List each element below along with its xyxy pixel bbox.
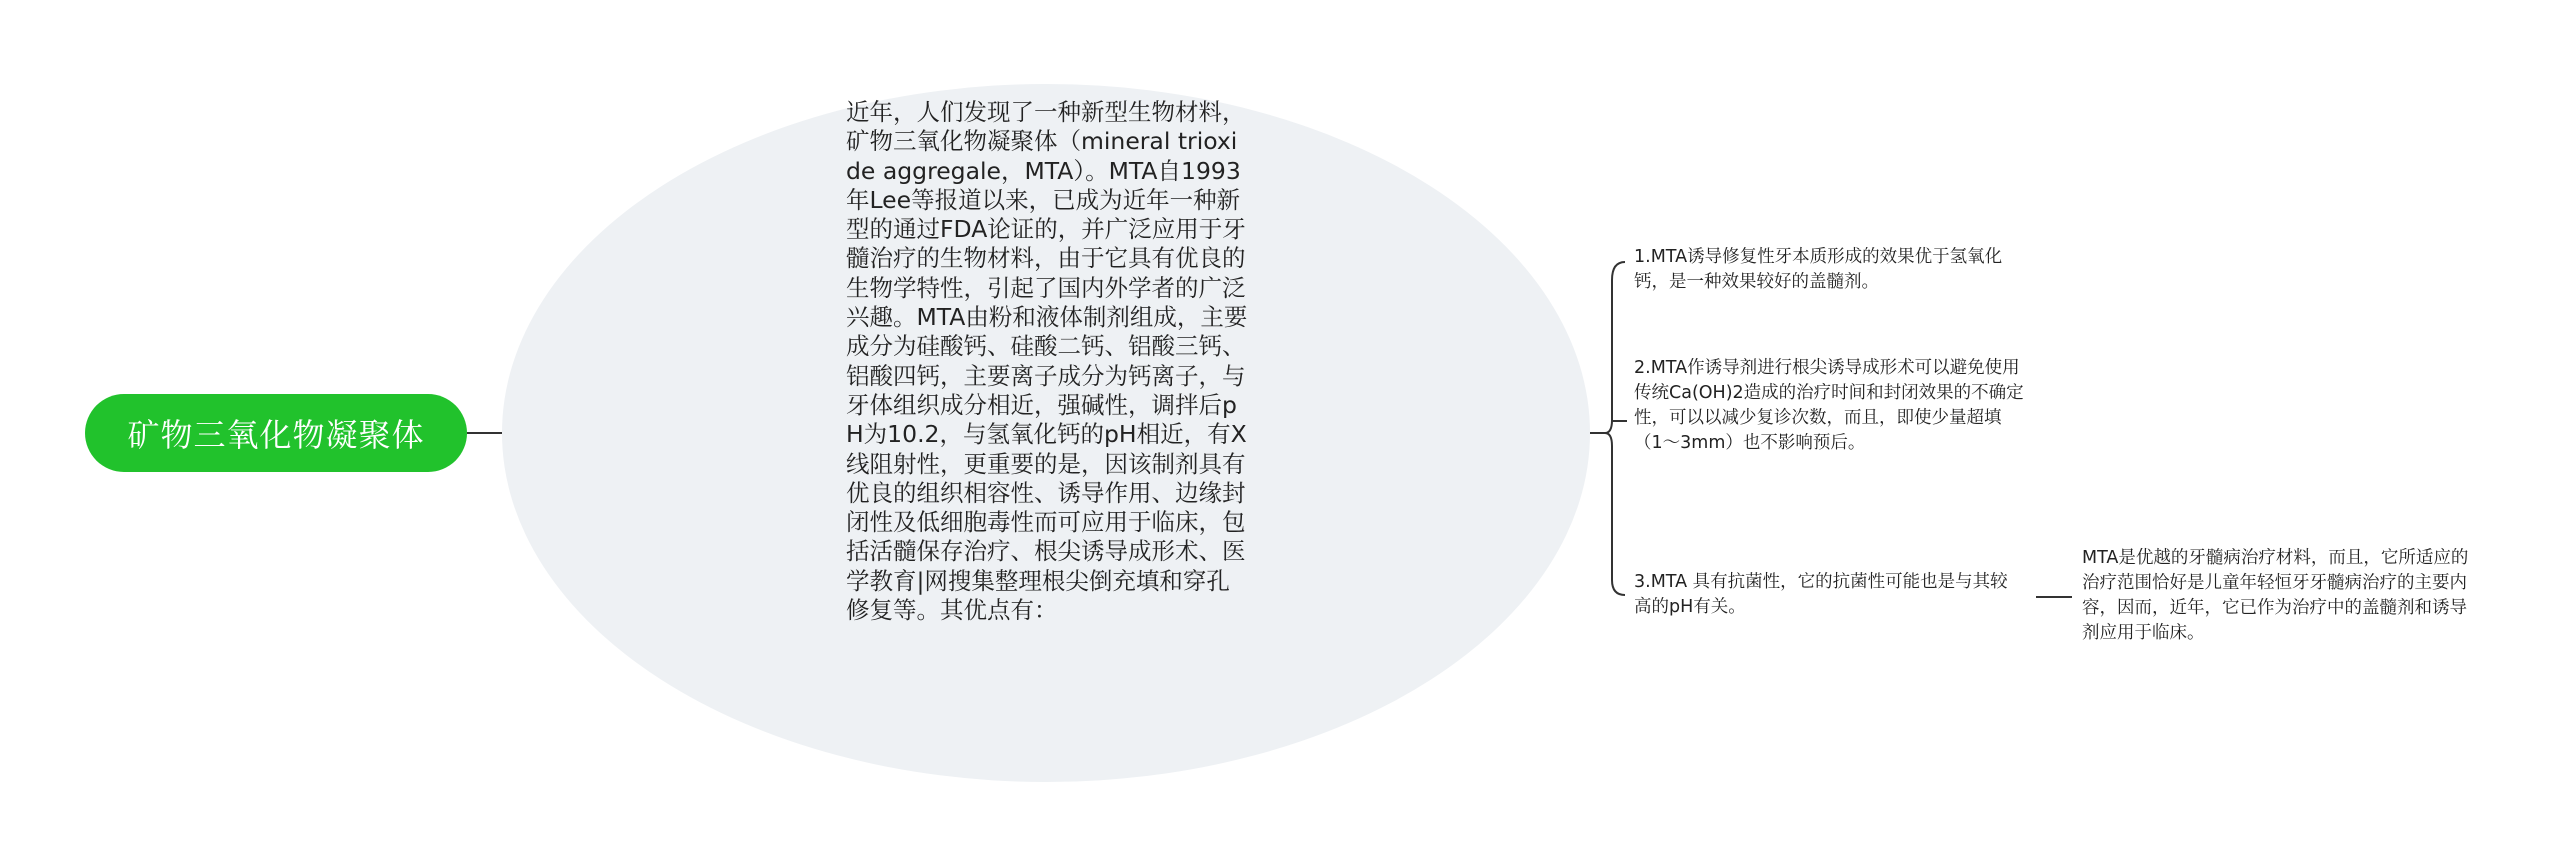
branch-bracket [1605,262,1625,595]
leaf-topic[interactable]: MTA是优越的牙髓病治疗材料，而且，它所适应的治疗范围恰好是儿童年轻恒牙牙髓病治疗的主要内容，因而，近年，它已作为治疗中的盖髓剂和诱导剂应用于临床。 [2082,548,2469,643]
root-topic-label: 矿物三氧化物凝聚体 [127,416,425,454]
branch-topic-1[interactable]: 1.MTA诱导修复性牙本质形成的效果优于氢氧化钙，是一种效果较好的盖髓剂。 [1634,247,2003,292]
main-topic-text: 近年，人们发现了一种新型生物材料，矿物三氧化物凝聚体（mineral trioxide aggregale，MTA）。MTA自1993年Lee等报道以来，已成为近年一种新型的通过FDA论证的，并广泛应用于牙髓治疗的生物材料，由于它具有优良的生物学特性，引起了国内外学者的广泛兴趣。MTA由粉和液体制剂组成，主要成分为硅酸钙、硅酸二钙、铝酸三钙、铝酸四钙，主要离子成分为钙离子，与牙体组织成分相近，强碱性，调拌后pH为10.2，与氢氧化钙的pH相近，有X线阻射性，更重要的是，因该制剂具有优良的组织相容性、诱导作用、边缘封闭性及低细胞毒性而可应用于临床，包括活髓保存治疗、根尖诱导成形术、医学教育|网搜集整理根尖倒充填和穿孔修复等。其优点有： [846,98,1248,625]
branch-topic-3[interactable]: 3.MTA 具有抗菌性，它的抗菌性可能也是与其较高的pH有关。 [1634,572,2008,617]
branch-topic-2[interactable]: 2.MTA作诱导剂进行根尖诱导成形术可以避免使用传统Ca(OH)2造成的治疗时间和封闭效果的不确定性，可以以减少复诊次数，而且，即使少量超填（1～3mm）也不影响预后。 [1634,358,2024,453]
root-topic[interactable] [85,394,467,472]
